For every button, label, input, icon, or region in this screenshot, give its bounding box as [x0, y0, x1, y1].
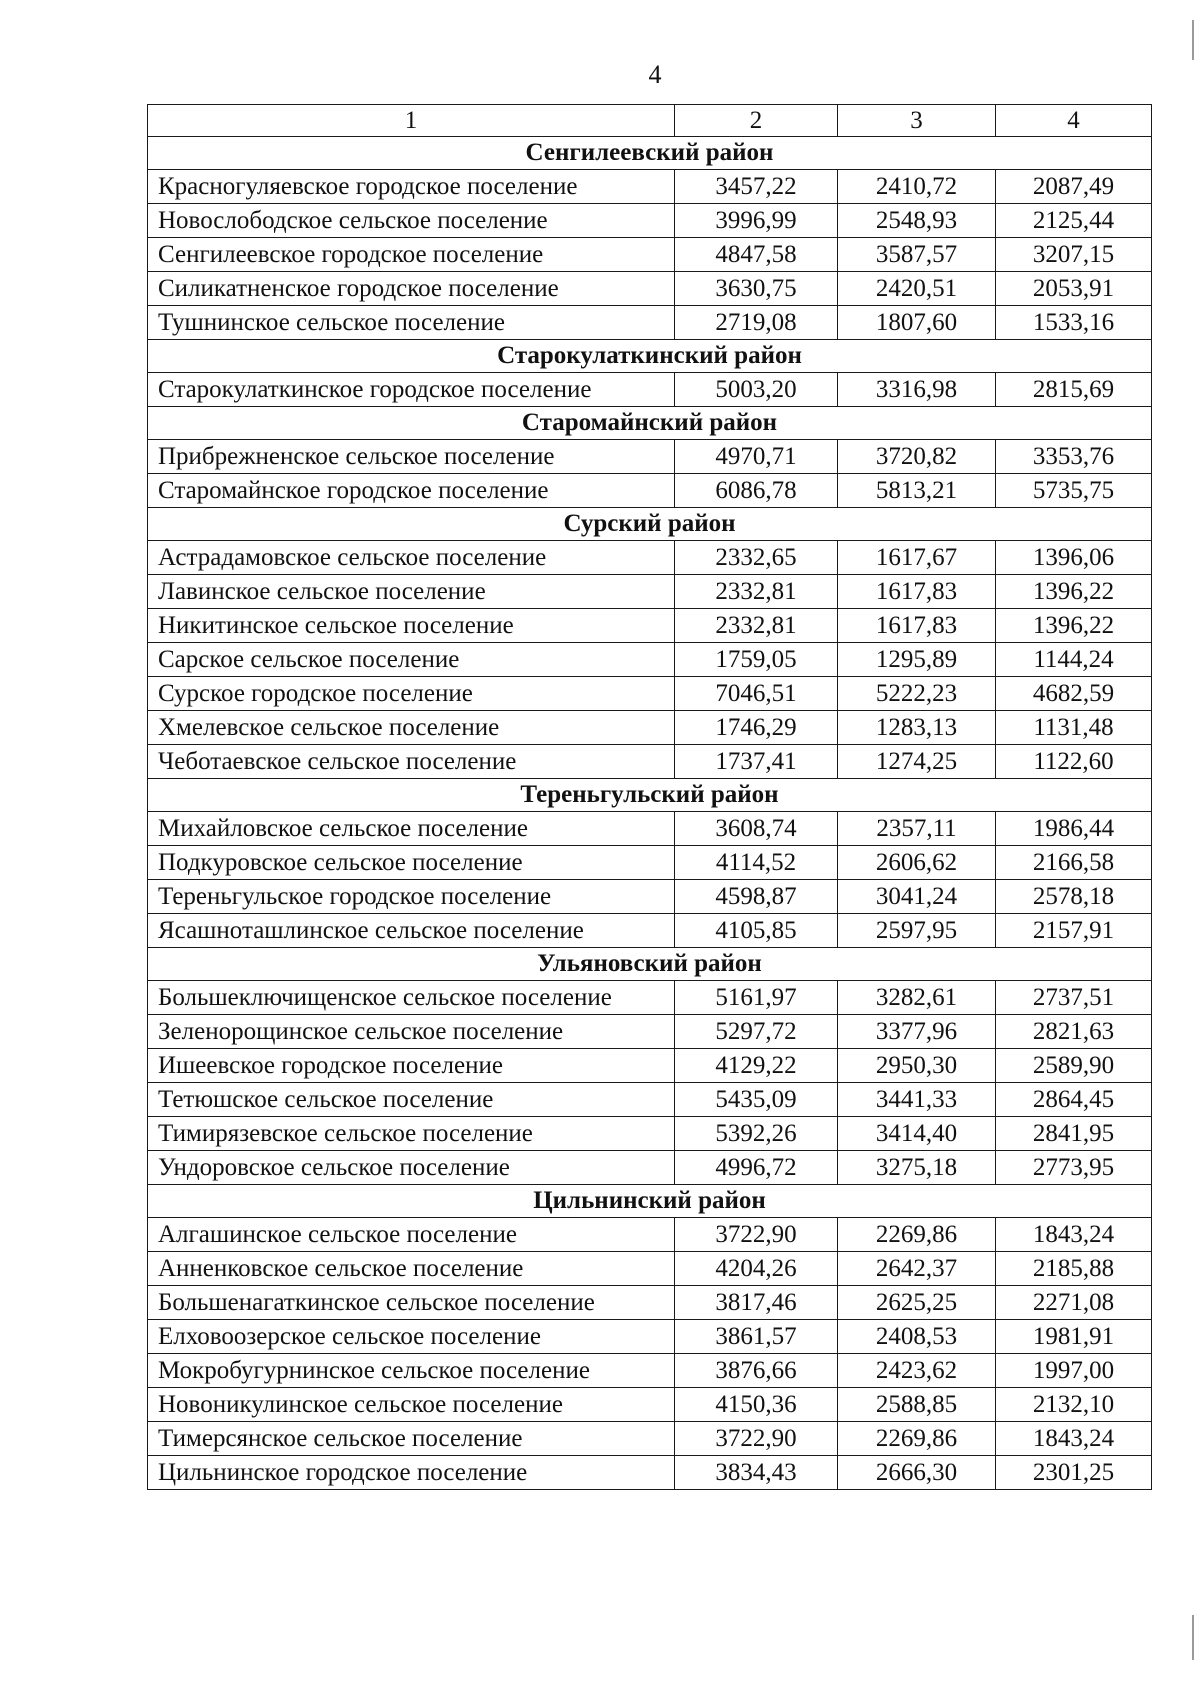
value-cell-col4: 1396,06	[996, 541, 1152, 575]
district-name: Цильнинский район	[148, 1185, 1152, 1218]
value-cell-col4: 3353,76	[996, 440, 1152, 474]
table-row	[148, 880, 1152, 914]
settlement-name: Тетюшское сельское поселение	[148, 1083, 675, 1117]
value-cell-col2: 3817,46	[675, 1286, 838, 1320]
value-cell-col2: 1759,05	[675, 643, 838, 677]
settlement-name: Старокулаткинское городское поселение	[148, 373, 675, 407]
value-cell-col2: 2332,81	[675, 609, 838, 643]
settlement-name: Сенгилеевское городское поселение	[148, 238, 675, 272]
value-cell-col2: 4996,72	[675, 1151, 838, 1185]
table-row	[148, 1117, 1152, 1151]
settlement-name: Тереньгульское городское поселение	[148, 880, 675, 914]
settlement-name: Никитинское сельское поселение	[148, 609, 675, 643]
settlement-name: Лавинское сельское поселение	[148, 575, 675, 609]
table-row	[148, 1286, 1152, 1320]
value-cell-col4: 2185,88	[996, 1252, 1152, 1286]
header-cell: 2	[675, 105, 838, 137]
value-cell-col4: 1997,00	[996, 1354, 1152, 1388]
value-cell-col2: 3861,57	[675, 1320, 838, 1354]
table-row	[148, 204, 1152, 238]
settlement-name: Сарское сельское поселение	[148, 643, 675, 677]
value-cell-col3: 3414,40	[838, 1117, 996, 1151]
value-cell-col3: 3720,82	[838, 440, 996, 474]
table-row	[148, 981, 1152, 1015]
table-row	[148, 609, 1152, 643]
value-cell-col4: 1533,16	[996, 306, 1152, 340]
value-cell-col2: 2719,08	[675, 306, 838, 340]
value-cell-col4: 1131,48	[996, 711, 1152, 745]
table-row	[148, 1151, 1152, 1185]
value-cell-col2: 3834,43	[675, 1456, 838, 1490]
header-cell: 4	[996, 105, 1152, 137]
settlement-name: Тушнинское сельское поселение	[148, 306, 675, 340]
scan-artifact	[1192, 20, 1194, 60]
value-cell-col2: 6086,78	[675, 474, 838, 508]
settlement-name: Мокробугурнинское сельское поселение	[148, 1354, 675, 1388]
settlements-table	[147, 104, 1152, 1490]
table-row	[148, 677, 1152, 711]
value-cell-col2: 4847,58	[675, 238, 838, 272]
value-cell-col2: 4150,36	[675, 1388, 838, 1422]
value-cell-col3: 3316,98	[838, 373, 996, 407]
value-cell-col4: 1396,22	[996, 575, 1152, 609]
district-row	[148, 340, 1152, 373]
value-cell-col3: 2408,53	[838, 1320, 996, 1354]
settlement-name: Новослободское сельское поселение	[148, 204, 675, 238]
value-cell-col2: 4598,87	[675, 880, 838, 914]
settlement-name: Старомайнское городское поселение	[148, 474, 675, 508]
table-row	[148, 170, 1152, 204]
settlement-name: Елховоозерское сельское поселение	[148, 1320, 675, 1354]
district-row	[148, 407, 1152, 440]
value-cell-col2: 3876,66	[675, 1354, 838, 1388]
settlement-name: Ишеевское городское поселение	[148, 1049, 675, 1083]
district-name: Ульяновский район	[148, 948, 1152, 981]
table-row	[148, 846, 1152, 880]
table-row	[148, 1354, 1152, 1388]
value-cell-col2: 5392,26	[675, 1117, 838, 1151]
district-row	[148, 779, 1152, 812]
value-cell-col3: 2423,62	[838, 1354, 996, 1388]
table-row	[148, 306, 1152, 340]
table-row	[148, 745, 1152, 779]
page-number: 4	[648, 60, 662, 89]
value-cell-col4: 5735,75	[996, 474, 1152, 508]
table-row	[148, 1049, 1152, 1083]
table-row	[148, 1456, 1152, 1490]
settlement-name: Хмелевское сельское поселение	[148, 711, 675, 745]
settlement-name: Анненковское сельское поселение	[148, 1252, 675, 1286]
value-cell-col3: 2597,95	[838, 914, 996, 948]
value-cell-col3: 5813,21	[838, 474, 996, 508]
value-cell-col2: 4970,71	[675, 440, 838, 474]
value-cell-col4: 2166,58	[996, 846, 1152, 880]
table-row	[148, 541, 1152, 575]
value-cell-col3: 2548,93	[838, 204, 996, 238]
value-cell-col4: 1986,44	[996, 812, 1152, 846]
value-cell-col4: 2841,95	[996, 1117, 1152, 1151]
value-cell-col4: 2087,49	[996, 170, 1152, 204]
value-cell-col4: 2864,45	[996, 1083, 1152, 1117]
scan-artifact	[1192, 1615, 1194, 1660]
settlement-name: Красногуляевское городское поселение	[148, 170, 675, 204]
value-cell-col3: 1283,13	[838, 711, 996, 745]
settlement-name: Большенагаткинское сельское поселение	[148, 1286, 675, 1320]
value-cell-col2: 4129,22	[675, 1049, 838, 1083]
value-cell-col3: 3041,24	[838, 880, 996, 914]
value-cell-col3: 2642,37	[838, 1252, 996, 1286]
value-cell-col4: 1981,91	[996, 1320, 1152, 1354]
value-cell-col2: 5435,09	[675, 1083, 838, 1117]
value-cell-col4: 2737,51	[996, 981, 1152, 1015]
district-name: Старомайнский район	[148, 407, 1152, 440]
value-cell-col3: 1807,60	[838, 306, 996, 340]
settlement-name: Астрадамовское сельское поселение	[148, 541, 675, 575]
value-cell-col3: 1617,83	[838, 575, 996, 609]
table-row	[148, 1422, 1152, 1456]
table-row	[148, 575, 1152, 609]
settlement-name: Сурское городское поселение	[148, 677, 675, 711]
value-cell-col3: 1617,67	[838, 541, 996, 575]
value-cell-col4: 2271,08	[996, 1286, 1152, 1320]
value-cell-col3: 1274,25	[838, 745, 996, 779]
value-cell-col2: 3630,75	[675, 272, 838, 306]
value-cell-col4: 1843,24	[996, 1218, 1152, 1252]
value-cell-col3: 2420,51	[838, 272, 996, 306]
value-cell-col2: 1737,41	[675, 745, 838, 779]
settlement-name: Ундоровское сельское поселение	[148, 1151, 675, 1185]
table-row	[148, 440, 1152, 474]
settlement-name: Михайловское сельское поселение	[148, 812, 675, 846]
value-cell-col4: 2773,95	[996, 1151, 1152, 1185]
table-row	[148, 238, 1152, 272]
district-name: Старокулаткинский район	[148, 340, 1152, 373]
value-cell-col4: 2125,44	[996, 204, 1152, 238]
value-cell-col3: 2950,30	[838, 1049, 996, 1083]
table-row	[148, 272, 1152, 306]
settlement-name: Новоникулинское сельское поселение	[148, 1388, 675, 1422]
value-cell-col3: 2625,25	[838, 1286, 996, 1320]
value-cell-col3: 2357,11	[838, 812, 996, 846]
table-row	[148, 1015, 1152, 1049]
value-cell-col2: 4204,26	[675, 1252, 838, 1286]
value-cell-col3: 3275,18	[838, 1151, 996, 1185]
district-row	[148, 508, 1152, 541]
value-cell-col2: 3457,22	[675, 170, 838, 204]
table-row	[148, 1252, 1152, 1286]
value-cell-col3: 1295,89	[838, 643, 996, 677]
value-cell-col4: 4682,59	[996, 677, 1152, 711]
table-row	[148, 1083, 1152, 1117]
value-cell-col4: 2815,69	[996, 373, 1152, 407]
table-header-row	[148, 105, 1152, 137]
table-row	[148, 711, 1152, 745]
table-row	[148, 914, 1152, 948]
value-cell-col3: 3282,61	[838, 981, 996, 1015]
district-row	[148, 137, 1152, 170]
value-cell-col3: 2666,30	[838, 1456, 996, 1490]
district-row	[148, 1185, 1152, 1218]
value-cell-col2: 2332,65	[675, 541, 838, 575]
value-cell-col4: 1396,22	[996, 609, 1152, 643]
value-cell-col2: 2332,81	[675, 575, 838, 609]
settlement-name: Тимерсянское сельское поселение	[148, 1422, 675, 1456]
value-cell-col2: 4105,85	[675, 914, 838, 948]
value-cell-col2: 3996,99	[675, 204, 838, 238]
value-cell-col2: 5297,72	[675, 1015, 838, 1049]
value-cell-col3: 2606,62	[838, 846, 996, 880]
value-cell-col2: 3608,74	[675, 812, 838, 846]
value-cell-col4: 1144,24	[996, 643, 1152, 677]
value-cell-col2: 3722,90	[675, 1218, 838, 1252]
table-row	[148, 373, 1152, 407]
table-row	[148, 1218, 1152, 1252]
value-cell-col3: 5222,23	[838, 677, 996, 711]
value-cell-col3: 2410,72	[838, 170, 996, 204]
settlement-name: Зеленорощинское сельское поселение	[148, 1015, 675, 1049]
value-cell-col3: 3377,96	[838, 1015, 996, 1049]
settlement-name: Подкуровское сельское поселение	[148, 846, 675, 880]
value-cell-col4: 2132,10	[996, 1388, 1152, 1422]
header-cell: 3	[838, 105, 996, 137]
settlement-name: Цильнинское городское поселение	[148, 1456, 675, 1490]
table-row	[148, 1388, 1152, 1422]
value-cell-col3: 3587,57	[838, 238, 996, 272]
district-name: Тереньгульский район	[148, 779, 1152, 812]
value-cell-col2: 3722,90	[675, 1422, 838, 1456]
value-cell-col4: 2578,18	[996, 880, 1152, 914]
value-cell-col4: 2589,90	[996, 1049, 1152, 1083]
district-name: Сенгилеевский район	[148, 137, 1152, 170]
value-cell-col2: 1746,29	[675, 711, 838, 745]
settlement-name: Тимирязевское сельское поселение	[148, 1117, 675, 1151]
value-cell-col4: 1843,24	[996, 1422, 1152, 1456]
value-cell-col3: 2269,86	[838, 1422, 996, 1456]
value-cell-col4: 2301,25	[996, 1456, 1152, 1490]
value-cell-col3: 2588,85	[838, 1388, 996, 1422]
table-row	[148, 812, 1152, 846]
value-cell-col3: 2269,86	[838, 1218, 996, 1252]
header-cell: 1	[148, 105, 675, 137]
value-cell-col2: 7046,51	[675, 677, 838, 711]
settlement-name: Чеботаевское сельское поселение	[148, 745, 675, 779]
value-cell-col2: 4114,52	[675, 846, 838, 880]
district-row	[148, 948, 1152, 981]
value-cell-col2: 5161,97	[675, 981, 838, 1015]
value-cell-col4: 1122,60	[996, 745, 1152, 779]
table-row	[148, 474, 1152, 508]
table-row	[148, 1320, 1152, 1354]
value-cell-col4: 3207,15	[996, 238, 1152, 272]
settlement-name: Силикатненское городское поселение	[148, 272, 675, 306]
value-cell-col4: 2053,91	[996, 272, 1152, 306]
value-cell-col4: 2157,91	[996, 914, 1152, 948]
value-cell-col4: 2821,63	[996, 1015, 1152, 1049]
settlement-name: Ясашноташлинское сельское поселение	[148, 914, 675, 948]
settlement-name: Прибрежненское сельское поселение	[148, 440, 675, 474]
value-cell-col2: 5003,20	[675, 373, 838, 407]
value-cell-col3: 3441,33	[838, 1083, 996, 1117]
district-name: Сурский район	[148, 508, 1152, 541]
value-cell-col3: 1617,83	[838, 609, 996, 643]
settlement-name: Алгашинское сельское поселение	[148, 1218, 675, 1252]
table-row	[148, 643, 1152, 677]
settlement-name: Большеключищенское сельское поселение	[148, 981, 675, 1015]
